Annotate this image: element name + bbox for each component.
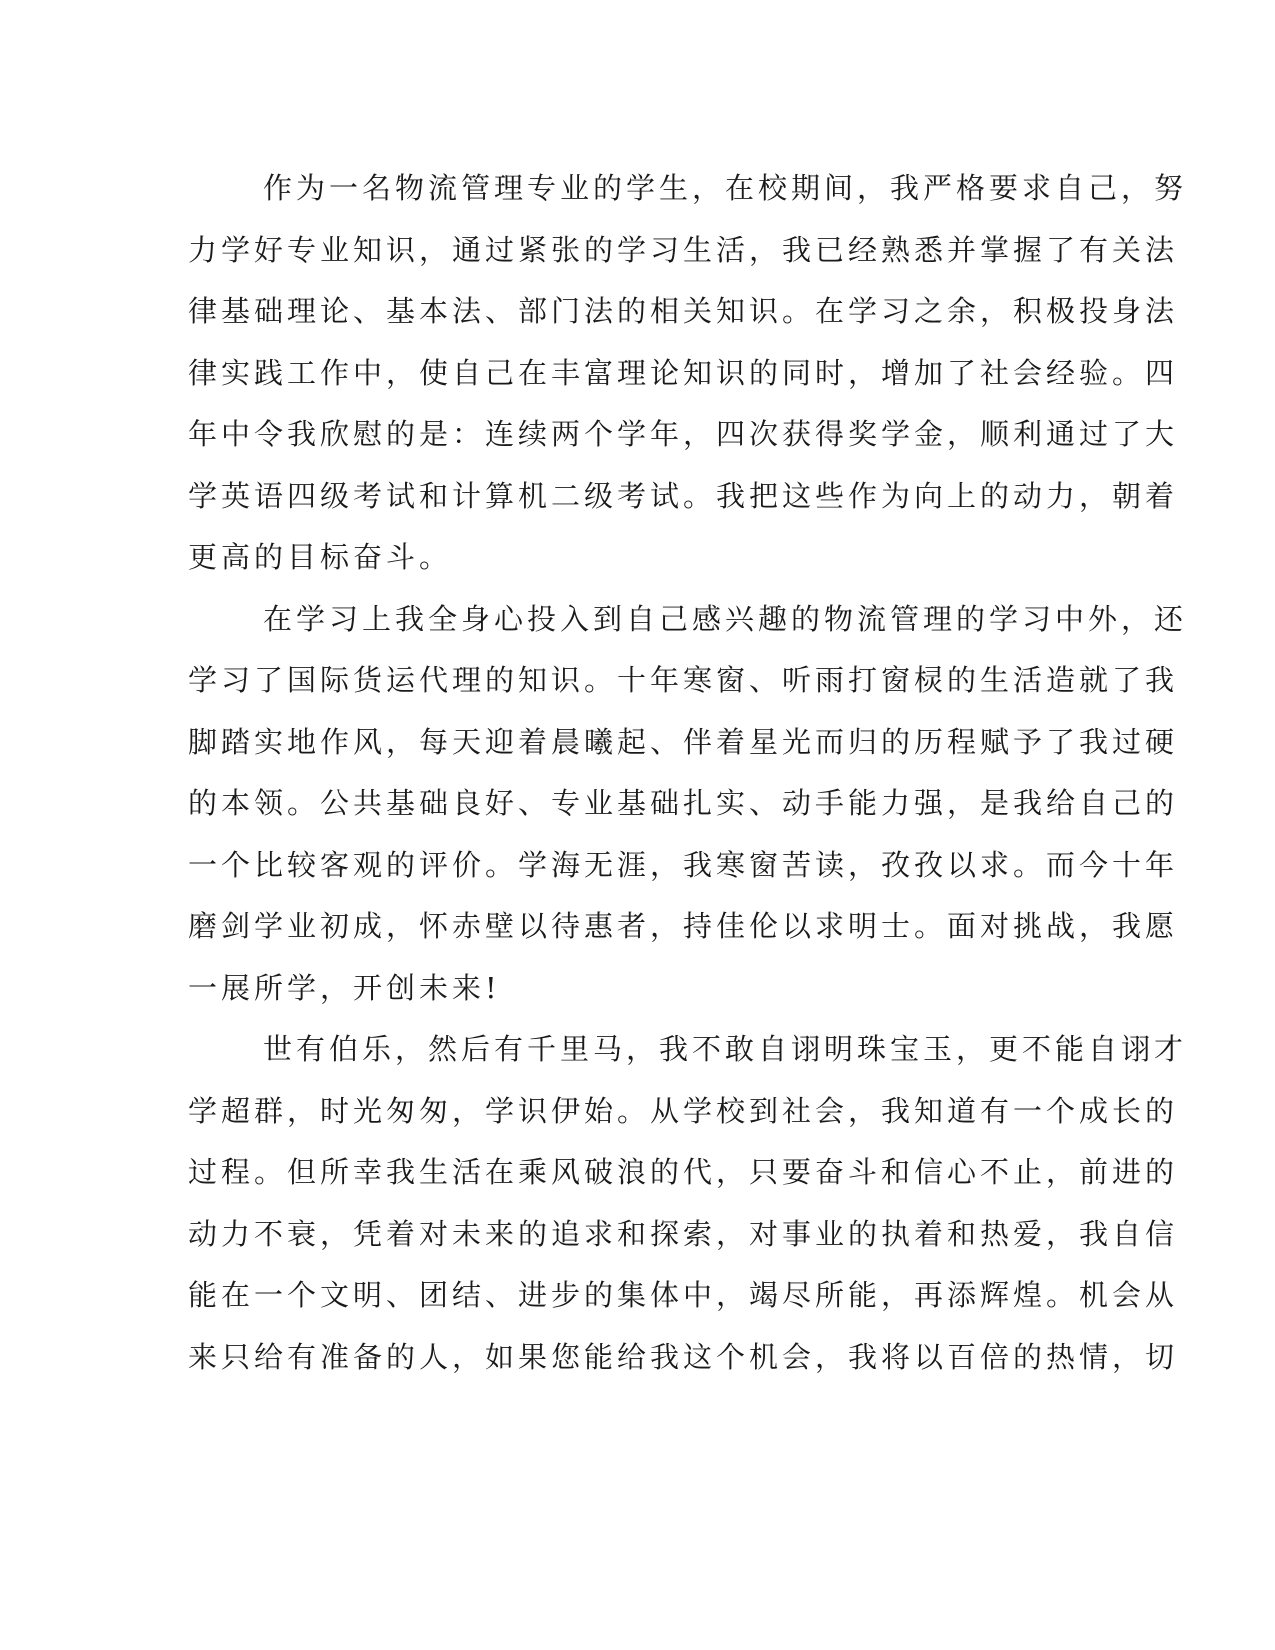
paragraph-2	[188, 589, 1188, 1020]
text-line: 年中令我欣慰的是：连续两个学年，四次获得奖学金，顺利通过了大	[188, 417, 1179, 451]
text-line: 学英语四级考试和计算机二级考试。我把这些作为向上的动力，朝着	[188, 478, 1179, 513]
text-line: 磨剑学业初成，怀赤壁以待惠者，持佳伦以求明士。面对挑战，我愿	[188, 909, 1179, 943]
body-text	[188, 158, 1188, 1388]
text-line: 律实践工作中，使自己在丰富理论知识的同时，增加了社会经验。四	[188, 355, 1179, 390]
text-line: 脚踏实地作风，每天迎着晨曦起、伴着星光而归的历程赋予了我过硬	[188, 724, 1179, 759]
text-line: 作为一名物流管理专业的学生，在校期间，我严格要求自己，努	[263, 171, 1188, 205]
text-line: 过程。但所幸我生活在乘风破浪的代，只要奋斗和信心不止，前进的	[188, 1155, 1179, 1189]
text-line: 学习了国际货运代理的知识。十年寒窗、听雨打窗棂的生活造就了我	[188, 663, 1179, 697]
paragraph-1	[188, 158, 1188, 589]
text-line: 能在一个文明、团结、进步的集体中，竭尽所能，再添辉煌。机会从	[188, 1278, 1179, 1312]
text-line: 来只给有准备的人，如果您能给我这个机会，我将以百倍的热情，切	[188, 1339, 1179, 1374]
text-line: 学超群，时光匆匆，学识伊始。从学校到社会，我知道有一个成长的	[188, 1093, 1179, 1128]
text-line: 力学好专业知识，通过紧张的学习生活，我已经熟悉并掌握了有关法	[188, 232, 1179, 267]
text-line: 的本领。公共基础良好、专业基础扎实、动手能力强，是我给自己的	[188, 786, 1179, 820]
text-line: 在学习上我全身心投入到自己感兴趣的物流管理的学习中外，还	[263, 601, 1188, 636]
text-line: 律基础理论、基本法、部门法的相关知识。在学习之余，积极投身法	[188, 294, 1179, 328]
text-line: 一展所学，开创未来!	[188, 970, 501, 1005]
text-line: 世有伯乐，然后有千里马，我不敢自诩明珠宝玉，更不能自诩才	[263, 1032, 1188, 1066]
text-line: 更高的目标奋斗。	[188, 540, 453, 574]
text-line: 一个比较客观的评价。学海无涯，我寒窗苦读，孜孜以求。而今十年	[188, 847, 1179, 882]
text-line: 动力不衰，凭着对未来的追求和探索，对事业的执着和热爱，我自信	[188, 1216, 1179, 1251]
paragraph-3	[188, 1019, 1188, 1388]
